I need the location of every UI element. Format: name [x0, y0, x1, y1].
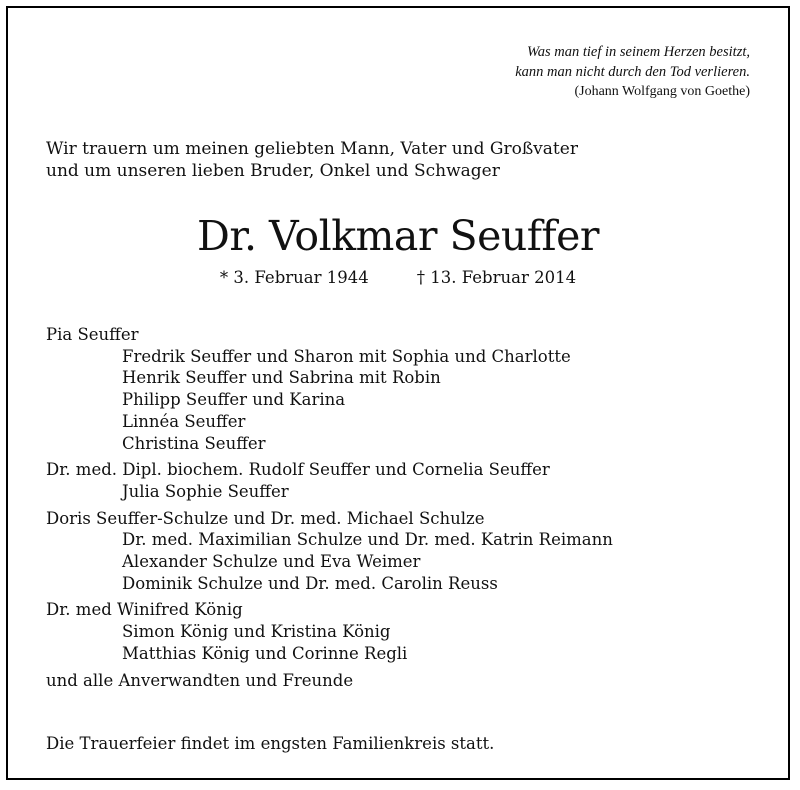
mourner-member: Alexander Schulze und Eva Weimer [122, 552, 421, 572]
life-dates [8, 267, 788, 289]
mourner-member: Fredrik Seuffer und Sharon mit Sophia und Charlotte [122, 346, 571, 366]
intro-line: und um unseren lieben Bruder, Onkel und Schwager [46, 161, 500, 181]
mourner-member: Dr. med. Maximilian Schulze und Dr. med. Katrin Reimann [122, 530, 613, 550]
mourner-head: Doris Seuffer-Schulze und Dr. med. Michael Schulze [46, 508, 485, 528]
death-notice [6, 6, 790, 780]
mourner-member: Matthias König und Corinne Regli [122, 643, 408, 663]
mourners-list [46, 324, 613, 696]
intro-text [46, 138, 578, 182]
birth-date: * 3. Februar 1944 [219, 268, 369, 287]
intro-line: Wir trauern um meinen geliebten Mann, Vater und Großvater [46, 139, 578, 159]
quote-line: Was man tief in seinem Herzen besitzt, [527, 44, 750, 60]
mourner-head: Pia Seuffer [46, 325, 139, 344]
mourner-member: Philipp Seuffer und Karina [122, 390, 346, 410]
mourner-head: Dr. med. Dipl. biochem. Rudolf Seuffer und Cornelia Seuffer [46, 460, 550, 480]
mourner-member: Christina Seuffer [122, 433, 266, 453]
mourner-group [46, 324, 613, 454]
mourner-member: Henrik Seuffer und Sabrina mit Robin [122, 368, 441, 388]
mourner-group [46, 670, 613, 692]
mourner-group [46, 508, 613, 595]
mourner-head: Dr. med Winifred König [46, 600, 243, 620]
goethe-quote [515, 42, 750, 102]
mourner-member: Dominik Schulze und Dr. med. Carolin Reuss [122, 573, 498, 593]
mourner-member: Julia Sophie Seuffer [122, 481, 289, 501]
mourner-member: Linnéa Seuffer [122, 411, 246, 431]
mourner-group [46, 459, 613, 502]
funeral-note: Die Trauerfeier findet im engsten Familienkreis statt. [46, 734, 495, 753]
quote-attribution: (Johann Wolfgang von Goethe) [574, 84, 750, 99]
mourner-member: Simon König und Kristina König [122, 622, 391, 642]
quote-line: kann man nicht durch den Tod verlieren. [515, 64, 750, 80]
death-date: † 13. Februar 2014 [416, 268, 577, 287]
mourner-head: und alle Anverwandten und Freunde [46, 670, 354, 690]
mourner-group [46, 599, 613, 664]
deceased-name: Dr. Volkmar Seuffer [197, 212, 599, 260]
